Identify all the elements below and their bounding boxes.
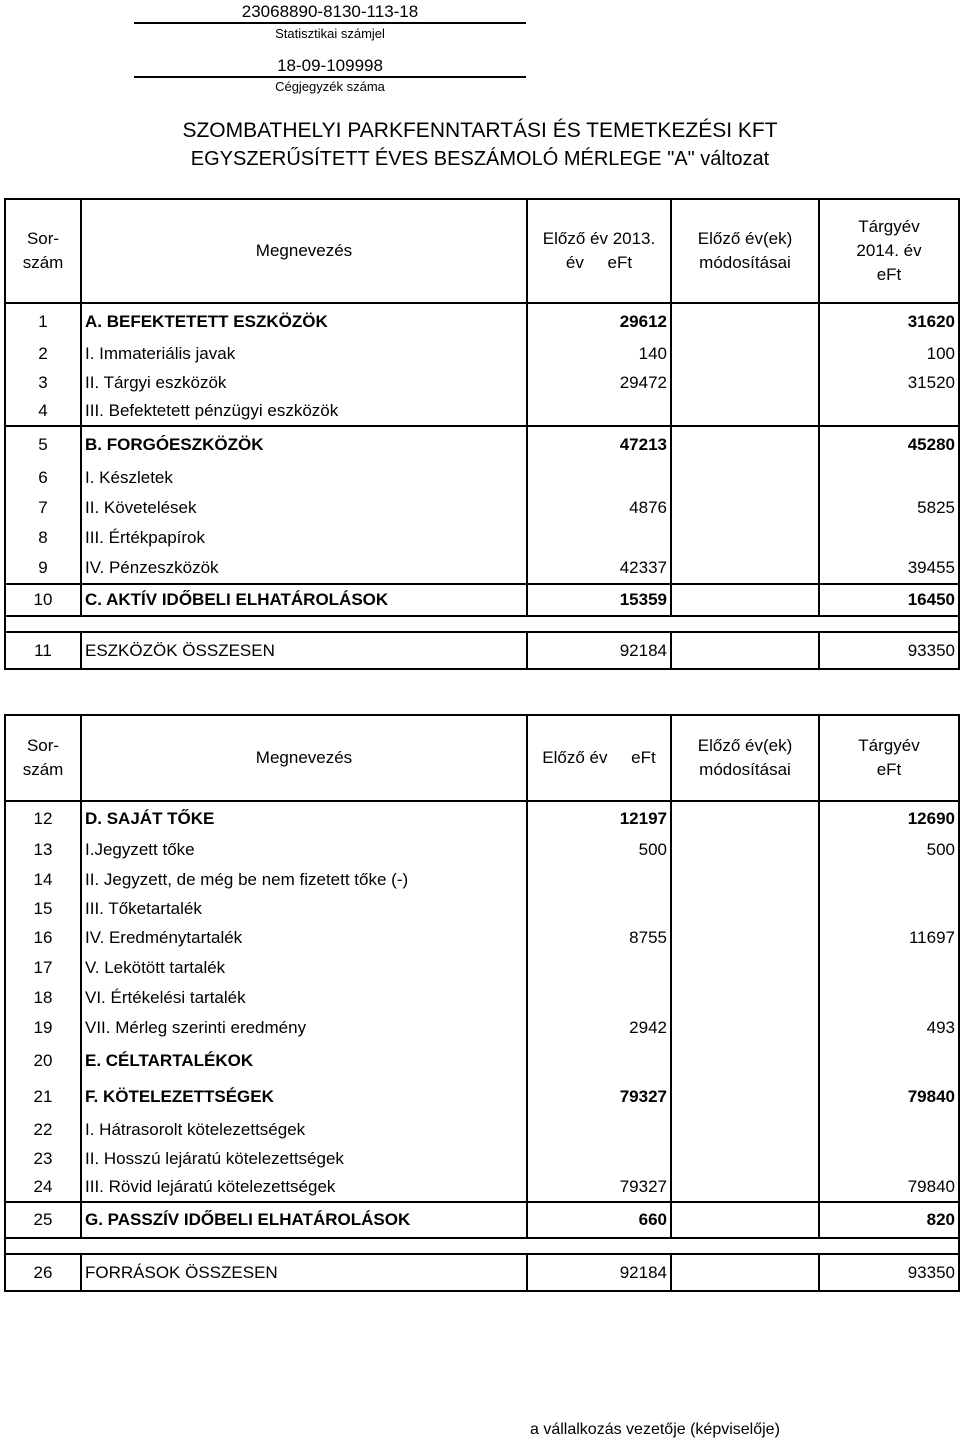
row-prev-value	[527, 894, 671, 923]
table-row	[5, 982, 959, 1013]
table-row	[5, 1042, 959, 1079]
row-modification-value	[671, 1042, 819, 1079]
row-name: A. BEFEKTETETT ESZKÖZÖK	[81, 303, 527, 339]
row-name: II. Tárgyi eszközök	[81, 368, 527, 397]
assets-header-row	[5, 199, 959, 303]
row-number: 20	[5, 1042, 81, 1079]
row-modification-value	[671, 1173, 819, 1202]
row-modification-value	[671, 835, 819, 865]
row-name: VI. Értékelési tartalék	[81, 982, 527, 1013]
row-name: G. PASSZÍV IDŐBELI ELHATÁROLÁSOK	[81, 1202, 527, 1238]
col-sor	[5, 715, 81, 801]
col-cur-line2: eFt	[876, 760, 902, 779]
col-mod	[671, 715, 819, 801]
table-row	[5, 368, 959, 397]
row-modification-value	[671, 982, 819, 1013]
table-row	[5, 894, 959, 923]
row-current-value	[819, 953, 959, 982]
col-cur-line3: eFt	[876, 265, 902, 284]
table-row	[5, 584, 959, 616]
col-prev-line2: év eFt	[565, 253, 633, 272]
liabilities-header-row	[5, 715, 959, 801]
col-cur-line1: Tárgyév	[858, 217, 920, 236]
row-current-value: 45280	[819, 426, 959, 462]
reg-number-block	[134, 56, 526, 76]
row-modification-value	[671, 1013, 819, 1042]
row-modification-value	[671, 462, 819, 493]
table-row	[5, 953, 959, 982]
row-number: 8	[5, 523, 81, 553]
table-row	[5, 1144, 959, 1173]
col-mod-line2: módosításai	[699, 253, 791, 272]
row-current-value: 100	[819, 339, 959, 368]
row-number: 10	[5, 584, 81, 616]
col-prev: Előző év eFt	[527, 715, 671, 801]
row-modification-value	[671, 584, 819, 616]
liabilities-table	[4, 714, 960, 1292]
table-row	[5, 1202, 959, 1238]
row-name: I. Immateriális javak	[81, 339, 527, 368]
row-number: 5	[5, 426, 81, 462]
row-current-value: 12690	[819, 801, 959, 835]
reg-number-underline	[134, 76, 526, 78]
col-sor-line1: Sor-	[26, 736, 60, 755]
row-name: VII. Mérleg szerinti eredmény	[81, 1013, 527, 1042]
table-row	[5, 523, 959, 553]
row-prev-value: 4876	[527, 493, 671, 523]
row-prev-value: 660	[527, 1202, 671, 1238]
table-row	[5, 1013, 959, 1042]
row-modification-value	[671, 523, 819, 553]
row-number: 17	[5, 953, 81, 982]
row-name: III. Tőketartalék	[81, 894, 527, 923]
col-name: Megnevezés	[81, 715, 527, 801]
row-name: III. Értékpapírok	[81, 523, 527, 553]
row-prev-value	[527, 865, 671, 894]
row-name: D. SAJÁT TŐKE	[81, 801, 527, 835]
report-subtitle: EGYSZERŰSÍTETT ÉVES BESZÁMOLÓ MÉRLEGE "A" változat	[190, 148, 770, 170]
separator-cell	[5, 616, 959, 632]
row-current-value	[819, 397, 959, 426]
row-modification-value	[671, 1254, 819, 1291]
row-prev-value: 29612	[527, 303, 671, 339]
col-cur	[819, 715, 959, 801]
row-prev-value: 79327	[527, 1173, 671, 1202]
row-number: 7	[5, 493, 81, 523]
row-name: I.Jegyzett tőke	[81, 835, 527, 865]
table-row	[5, 835, 959, 865]
separator-row	[5, 1238, 959, 1254]
row-prev-value: 47213	[527, 426, 671, 462]
row-name: I. Készletek	[81, 462, 527, 493]
col-name: Megnevezés	[81, 199, 527, 303]
row-modification-value	[671, 894, 819, 923]
row-current-value: 79840	[819, 1173, 959, 1202]
row-prev-value: 92184	[527, 1254, 671, 1291]
row-number: 13	[5, 835, 81, 865]
col-mod	[671, 199, 819, 303]
row-modification-value	[671, 923, 819, 953]
reg-label-block	[134, 79, 526, 95]
row-modification-value	[671, 1202, 819, 1238]
row-current-value: 11697	[819, 923, 959, 953]
stat-number: 23068890-8130-113-18	[241, 2, 419, 21]
row-modification-value	[671, 368, 819, 397]
row-prev-value	[527, 523, 671, 553]
row-modification-value	[671, 953, 819, 982]
row-name: V. Lekötött tartalék	[81, 953, 527, 982]
row-modification-value	[671, 1079, 819, 1115]
col-sor-line1: Sor-	[26, 229, 60, 248]
row-name: E. CÉLTARTALÉKOK	[81, 1042, 527, 1079]
row-modification-value	[671, 1115, 819, 1144]
table-row	[5, 1254, 959, 1291]
row-current-value: 500	[819, 835, 959, 865]
row-modification-value	[671, 801, 819, 835]
row-number: 24	[5, 1173, 81, 1202]
row-prev-value: 12197	[527, 801, 671, 835]
row-modification-value	[671, 339, 819, 368]
row-name: IV. Pénzeszközök	[81, 553, 527, 584]
row-current-value	[819, 982, 959, 1013]
row-current-value: 5825	[819, 493, 959, 523]
row-name: B. FORGÓESZKÖZÖK	[81, 426, 527, 462]
row-current-value: 31620	[819, 303, 959, 339]
row-current-value: 93350	[819, 632, 959, 669]
col-mod-line1: Előző év(ek)	[697, 736, 793, 755]
table-row	[5, 553, 959, 584]
row-number: 15	[5, 894, 81, 923]
table-row	[5, 397, 959, 426]
table-row	[5, 801, 959, 835]
row-number: 1	[5, 303, 81, 339]
stat-number-underline	[134, 22, 526, 24]
col-cur-line1: Tárgyév	[858, 736, 920, 755]
assets-table	[4, 198, 960, 670]
row-current-value: 16450	[819, 584, 959, 616]
row-prev-value	[527, 397, 671, 426]
col-cur	[819, 199, 959, 303]
row-prev-value: 8755	[527, 923, 671, 953]
row-current-value	[819, 865, 959, 894]
row-number: 25	[5, 1202, 81, 1238]
row-modification-value	[671, 397, 819, 426]
row-prev-value: 2942	[527, 1013, 671, 1042]
company-title: SZOMBATHELYI PARKFENNTARTÁSI ÉS TEMETKEZÉSI KFT	[182, 119, 778, 142]
liabilities-body	[5, 801, 959, 1291]
row-number: 9	[5, 553, 81, 584]
col-sor	[5, 199, 81, 303]
row-current-value: 31520	[819, 368, 959, 397]
col-sor-line2: szám	[22, 253, 64, 272]
row-name: II. Hosszú lejáratú kötelezettségek	[81, 1144, 527, 1173]
row-prev-value	[527, 462, 671, 493]
table-row	[5, 303, 959, 339]
row-current-value: 39455	[819, 553, 959, 584]
row-number: 19	[5, 1013, 81, 1042]
signature-label: a vállalkozás vezetője (képviselője)	[530, 1421, 780, 1438]
row-name: F. KÖTELEZETTSÉGEK	[81, 1079, 527, 1115]
row-modification-value	[671, 303, 819, 339]
table-row	[5, 493, 959, 523]
reg-number: 18-09-109998	[277, 56, 383, 75]
row-prev-value	[527, 1042, 671, 1079]
row-prev-value	[527, 953, 671, 982]
row-number: 3	[5, 368, 81, 397]
row-number: 21	[5, 1079, 81, 1115]
table-row	[5, 865, 959, 894]
row-name: IV. Eredménytartalék	[81, 923, 527, 953]
separator-row	[5, 616, 959, 632]
row-number: 23	[5, 1144, 81, 1173]
col-mod-line2: módosításai	[699, 760, 791, 779]
row-name: III. Rövid lejáratú kötelezettségek	[81, 1173, 527, 1202]
row-prev-value	[527, 1115, 671, 1144]
table-row	[5, 462, 959, 493]
row-current-value	[819, 894, 959, 923]
row-name: FORRÁSOK ÖSSZESEN	[81, 1254, 527, 1291]
row-number: 2	[5, 339, 81, 368]
table-row	[5, 339, 959, 368]
col-prev-line1: Előző év 2013.	[542, 229, 656, 248]
row-current-value	[819, 523, 959, 553]
stat-label-block	[134, 26, 526, 42]
row-number: 26	[5, 1254, 81, 1291]
table-row	[5, 1173, 959, 1202]
row-prev-value: 15359	[527, 584, 671, 616]
row-prev-value: 29472	[527, 368, 671, 397]
row-number: 12	[5, 801, 81, 835]
table-row	[5, 426, 959, 462]
row-prev-value: 79327	[527, 1079, 671, 1115]
row-prev-value	[527, 982, 671, 1013]
col-cur-line2: 2014. év	[856, 241, 922, 260]
row-name: ESZKÖZÖK ÖSSZESEN	[81, 632, 527, 669]
separator-cell	[5, 1238, 959, 1254]
row-number: 4	[5, 397, 81, 426]
row-modification-value	[671, 632, 819, 669]
row-prev-value: 92184	[527, 632, 671, 669]
row-number: 14	[5, 865, 81, 894]
row-prev-value: 500	[527, 835, 671, 865]
row-number: 16	[5, 923, 81, 953]
row-modification-value	[671, 553, 819, 584]
table-row	[5, 1115, 959, 1144]
assets-body	[5, 303, 959, 669]
row-name: II. Követelések	[81, 493, 527, 523]
col-mod-line1: Előző év(ek)	[697, 229, 793, 248]
row-current-value: 820	[819, 1202, 959, 1238]
row-prev-value: 42337	[527, 553, 671, 584]
row-modification-value	[671, 865, 819, 894]
row-prev-value: 140	[527, 339, 671, 368]
table-row	[5, 923, 959, 953]
row-name: C. AKTÍV IDŐBELI ELHATÁROLÁSOK	[81, 584, 527, 616]
reg-label: Cégjegyzék száma	[275, 79, 385, 94]
row-prev-value	[527, 1144, 671, 1173]
row-name: I. Hátrasorolt kötelezettségek	[81, 1115, 527, 1144]
row-modification-value	[671, 426, 819, 462]
row-number: 6	[5, 462, 81, 493]
row-current-value	[819, 1115, 959, 1144]
row-current-value	[819, 1144, 959, 1173]
row-current-value: 79840	[819, 1079, 959, 1115]
row-name: II. Jegyzett, de még be nem fizetett tőke (-)	[81, 865, 527, 894]
row-modification-value	[671, 493, 819, 523]
row-current-value	[819, 1042, 959, 1079]
table-row	[5, 1079, 959, 1115]
stat-label: Statisztikai számjel	[275, 26, 385, 41]
row-number: 18	[5, 982, 81, 1013]
row-modification-value	[671, 1144, 819, 1173]
stat-number-block	[134, 2, 526, 22]
row-number: 11	[5, 632, 81, 669]
col-sor-line2: szám	[22, 760, 64, 779]
row-current-value	[819, 462, 959, 493]
row-current-value: 93350	[819, 1254, 959, 1291]
table-row	[5, 632, 959, 669]
col-prev	[527, 199, 671, 303]
row-current-value: 493	[819, 1013, 959, 1042]
row-number: 22	[5, 1115, 81, 1144]
row-name: III. Befektetett pénzügyi eszközök	[81, 397, 527, 426]
